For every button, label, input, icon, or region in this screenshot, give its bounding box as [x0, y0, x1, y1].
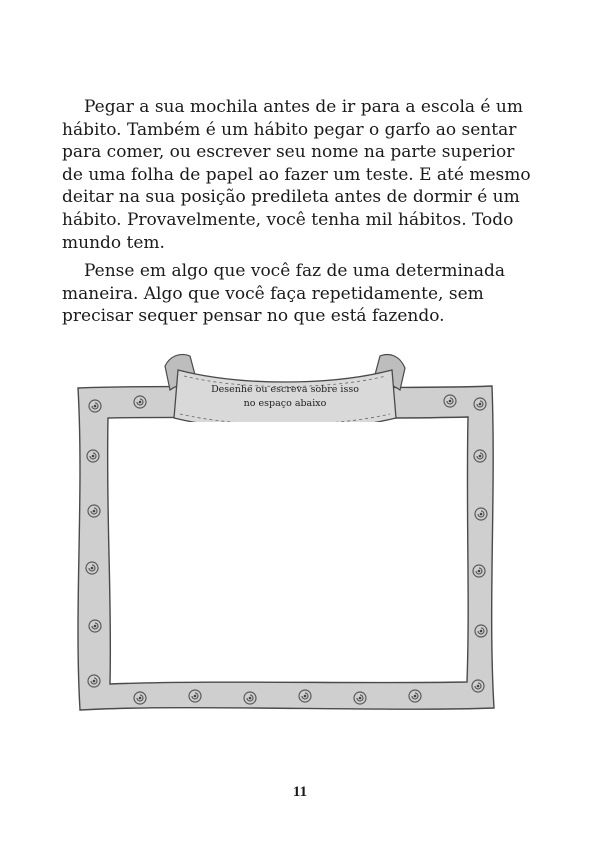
drawing-area[interactable] — [112, 422, 464, 680]
banner-line-1: Desenhe ou escreva sobre isso — [211, 384, 359, 395]
paragraph-line: hábito. Provavelmente, você tenha mil hábitos. Todo — [62, 209, 514, 230]
page-number: 11 — [292, 784, 308, 800]
paragraph-line: deitar na sua posição predileta antes de dormir é um — [62, 187, 520, 208]
paragraph-line: precisar sequer pensar no que está fazendo. — [62, 306, 445, 327]
paragraph-line: Pegar a sua mochila antes de ir para a escola é um — [84, 97, 523, 117]
paragraph-line: Pense em algo que você faz de uma determinada — [84, 261, 506, 281]
drawing-frame — [60, 346, 510, 718]
paragraph-prompt — [62, 260, 542, 328]
paragraph-habits — [62, 96, 542, 254]
paragraph-line: maneira. Algo que você faça repetidamente, sem — [62, 283, 484, 304]
banner-line-2: no espaço abaixo — [243, 398, 327, 409]
paragraph-line: para comer, ou escrever seu nome na parte superior — [62, 142, 515, 163]
paragraph-line: hábito. Também é um hábito pegar o garfo ao sentar — [62, 119, 517, 140]
paragraph-line: mundo tem. — [62, 232, 165, 253]
ribbon-banner-icon — [165, 354, 405, 430]
paragraph-line: de uma folha de papel ao fazer um teste. E até mesmo — [62, 164, 531, 185]
